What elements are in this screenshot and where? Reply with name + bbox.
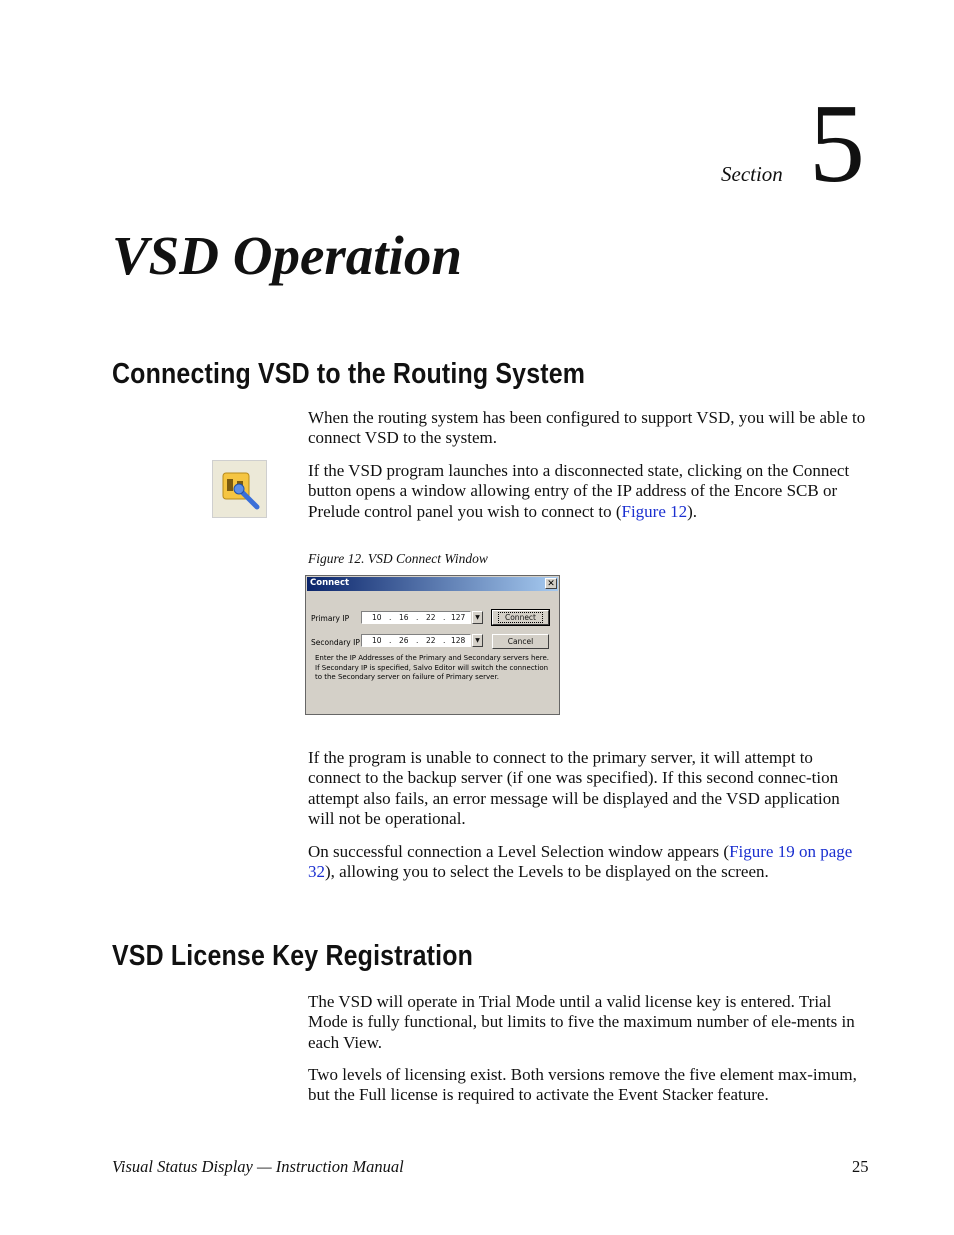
primary-ip-label: Primary IP — [311, 614, 350, 623]
paragraph-success-text: On successful connection a Level Selection window appears ( — [308, 842, 730, 861]
chevron-down-icon[interactable]: ▼ — [472, 611, 483, 624]
figure-19-link[interactable]: Figure 19 on page 32 — [308, 842, 853, 882]
cancel-button[interactable]: Cancel — [492, 634, 549, 649]
primary-ip-octet: 22 — [426, 613, 436, 622]
connect-button[interactable] — [492, 610, 549, 625]
paragraph-connect-end: ). — [687, 501, 698, 521]
heading-license: VSD License Key Registration — [112, 940, 474, 972]
connect-icon — [212, 460, 267, 518]
dialog-titlebar — [307, 577, 558, 591]
secondary-ip-field[interactable]: 10 . 26 . 22 . 128 — [361, 634, 471, 647]
primary-ip-octet: 127 — [451, 613, 466, 622]
dialog-message: Enter the IP Addresses of the Primary and Secondary servers here. If Secondary IP is specified, Salvo Editor will switch the connection to the Secondary server on failure of Primary server. — [315, 654, 549, 682]
page-number: 25 — [852, 1157, 869, 1176]
primary-ip-octet: 10 — [372, 613, 382, 622]
paragraph-trial: The VSD will operate in Trial Mode until a valid license key is entered. Trial Mode is fully functional, but limits to five the maximum number of ele-ments in each View. — [308, 992, 855, 1052]
paragraph-success — [308, 842, 868, 883]
chevron-down-icon[interactable]: ▼ — [472, 634, 483, 647]
paragraph-intro: When the routing system has been configured to support VSD, you will be able to connect VSD to the system. — [308, 408, 866, 448]
primary-ip-field[interactable]: 10 . 16 . 22 . 127 — [361, 611, 471, 624]
page-title: VSD Operation — [112, 225, 462, 286]
secondary-ip-octet: 10 — [372, 636, 382, 645]
paragraph-fallback: If the program is unable to connect to the primary server, it will attempt to connect to the backup server (if one was specified). If this second connec-tion attempt also fails, an error message will be displayed and the VSD application will not be operational. — [308, 748, 840, 828]
paragraph-connect — [308, 461, 868, 522]
footer-title: Visual Status Display — Instruction Manual — [112, 1157, 404, 1176]
connect-dialog — [305, 575, 560, 715]
heading-connecting: Connecting VSD to the Routing System — [112, 358, 586, 390]
connect-button-label: Connect — [498, 612, 543, 623]
paragraph-success-end: ), allowing you to select the Levels to be displayed on the screen. — [325, 862, 769, 882]
paragraph-connect-text: If the VSD program launches into a disconnected state, clicking on the Connect button opens a window allowing entry of the IP address of the Encore SCB or Prelude control panel you wish to connect to ( — [308, 461, 850, 521]
close-icon[interactable]: ✕ — [545, 578, 557, 589]
figure-caption: Figure 12. VSD Connect Window — [308, 551, 488, 566]
secondary-ip-octet: 128 — [451, 636, 466, 645]
section-label: Section — [721, 162, 783, 186]
secondary-ip-octet: 26 — [399, 636, 409, 645]
primary-ip-octet: 16 — [399, 613, 409, 622]
dialog-title: Connect — [310, 578, 350, 588]
paragraph-levels: Two levels of licensing exist. Both versions remove the five element max-imum, but the Full license is required to activate the Event Stacker feature. — [308, 1065, 857, 1105]
figure-12-link[interactable]: Figure 12 — [621, 501, 688, 521]
section-number: 5 — [809, 82, 865, 206]
secondary-ip-octet: 22 — [426, 636, 436, 645]
secondary-ip-label: Secondary IP — [311, 638, 360, 647]
